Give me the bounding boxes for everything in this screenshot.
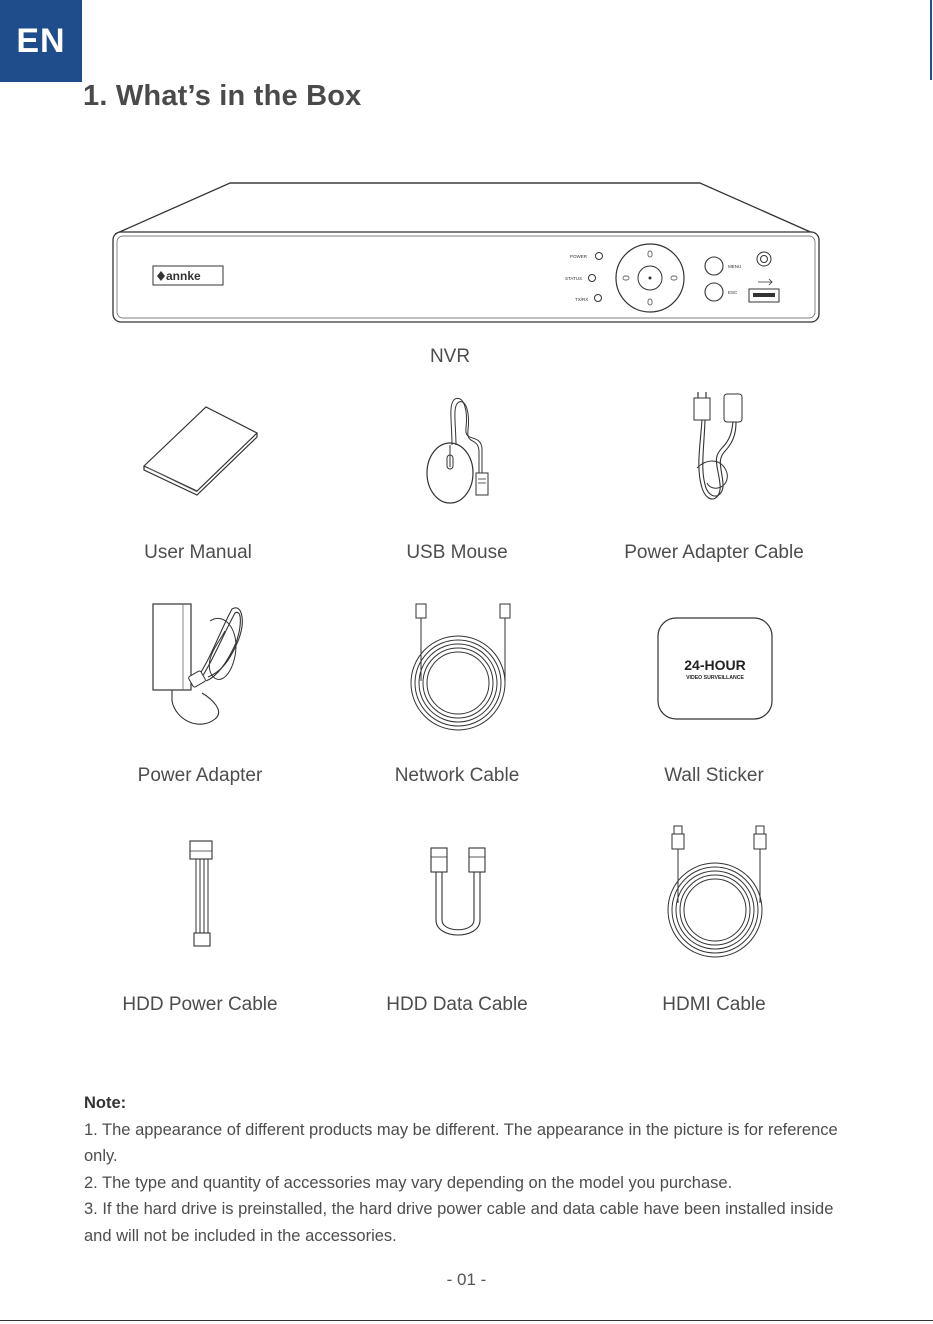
user-manual-icon	[140, 403, 260, 498]
caption-usb-mouse: USB Mouse	[406, 542, 508, 563]
power-adapter-icon	[150, 601, 250, 734]
nvr-brand: annke	[166, 269, 201, 283]
svg-text:ESC: ESC	[728, 290, 738, 295]
caption-wall-sticker: Wall Sticker	[664, 765, 764, 786]
caption-hdd-power-cable: HDD Power Cable	[122, 994, 278, 1015]
note-line: 2. The type and quantity of accessories may vary depending on the model you purchase.	[84, 1173, 733, 1192]
note-line: 3. If the hard drive is preinstalled, the hard drive power cable and data cable have been installed inside and will not be included in the accessories.	[84, 1200, 834, 1245]
page-number: - 01 -	[446, 1270, 487, 1289]
network-cable-icon	[403, 601, 513, 731]
right-edge-rule	[930, 0, 932, 80]
note-line: 1. The appearance of different products may be different. The appearance in the picture is for reference only.	[84, 1120, 838, 1165]
usb-mouse-icon	[420, 393, 500, 508]
nvr-illustration	[110, 180, 822, 326]
svg-text:STATUS: STATUS	[565, 276, 583, 281]
power-adapter-cable-icon	[682, 388, 752, 512]
sticker-headline: 24-HOUR	[684, 657, 746, 673]
bottom-rule	[0, 1320, 933, 1321]
caption-hdmi-cable: HDMI Cable	[662, 994, 766, 1015]
caption-power-adapter-cable: Power Adapter Cable	[624, 542, 804, 563]
caption-power-adapter: Power Adapter	[137, 765, 263, 786]
svg-text:TX/RX: TX/RX	[575, 297, 589, 302]
language-tab: EN	[0, 0, 82, 82]
caption-nvr: NVR	[429, 346, 471, 367]
svg-text:POWER: POWER	[570, 254, 588, 259]
caption-hdd-data-cable: HDD Data Cable	[386, 994, 528, 1015]
note-title: Note:	[84, 1094, 127, 1112]
hdd-data-cable-icon	[428, 845, 488, 943]
wall-sticker-icon	[656, 616, 774, 722]
hdmi-cable-icon	[660, 823, 770, 963]
sticker-subline: VIDEO SURVEILLANCE	[686, 675, 744, 681]
svg-text:MENU: MENU	[728, 264, 742, 269]
hdd-power-cable-icon	[186, 838, 218, 950]
caption-user-manual: User Manual	[144, 542, 252, 563]
note-section	[84, 1090, 844, 1249]
page-title: 1. What’s in the Box	[83, 80, 362, 112]
caption-network-cable: Network Cable	[394, 765, 520, 786]
